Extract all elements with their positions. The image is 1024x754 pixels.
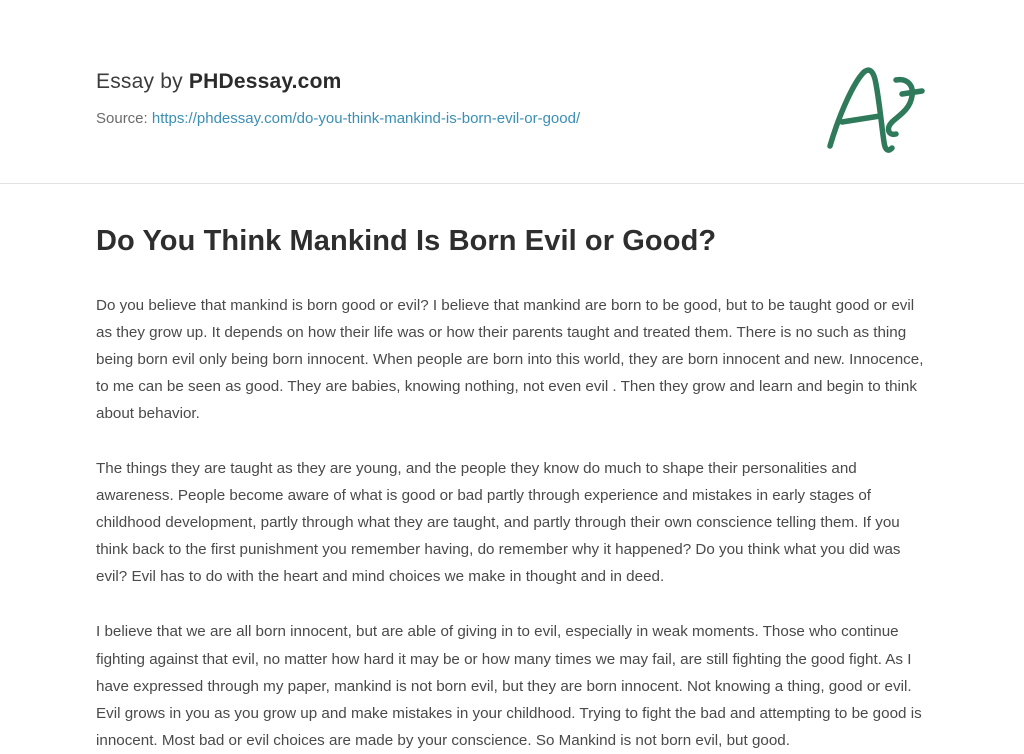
a-plus-logo-icon: [818, 60, 928, 160]
page-title: Do You Think Mankind Is Born Evil or Good?: [96, 225, 717, 257]
source-url-link[interactable]: https://phdessay.com/do-you-think-mankind-is-born-evil-or-good/: [151, 110, 581, 127]
brand-essay-label: Essay: [96, 70, 155, 93]
article-paragraph: Do you believe that mankind is born good or evil? I believe that mankind are born to be good, but to be taught good or evil as they grow up. It depends on how their life was or how their parents taught and treated them. There is no such as thing being born evil only being born innocent. When people are born into this world, they are born innocent and new. Innocence, to me can be seen as good. They are babies, knowing nothing, not even evil . Then they grow and learn and begin to think about behavior.: [96, 297, 924, 423]
article-content: [0, 183, 1024, 754]
source-label: Source:: [96, 110, 148, 127]
brand-line: [96, 70, 928, 94]
article-paragraph: I believe that we are all born innocent, but are able of giving in to evil, especially in weak moments. Those who continue fighting against that evil, no matter how hard it may be or how many times we may fail, are still fighting the good fight. As I have expressed through my paper, mankind is not born evil, but they are born innocent. Not knowing a thing, good or evil. Evil grows in you as you grow up and make mistakes in your childhood. Trying to fight the bad and attempting to be good is innocent. Most bad or evil choices are made by your conscience. So Mankind is not born evil, but good.: [96, 623, 922, 749]
document-header: [0, 0, 1024, 127]
source-line: [96, 110, 928, 127]
brand-by-label: by: [160, 70, 183, 93]
article-paragraph: The things they are taught as they are young, and the people they know do much to shape their personalities and awareness. People become aware of what is good or bad partly through experience and mistakes in early stages of childhood development, partly through what they are taught, and partly through their own conscience telling them. If you think back to the first punishment you remember having, do remember why it happened? Do you think what you did was evil? Evil has to do with the heart and mind choices we make in thought and in deed.: [96, 460, 901, 586]
brand-site-label: PHDessay.com: [188, 70, 342, 93]
